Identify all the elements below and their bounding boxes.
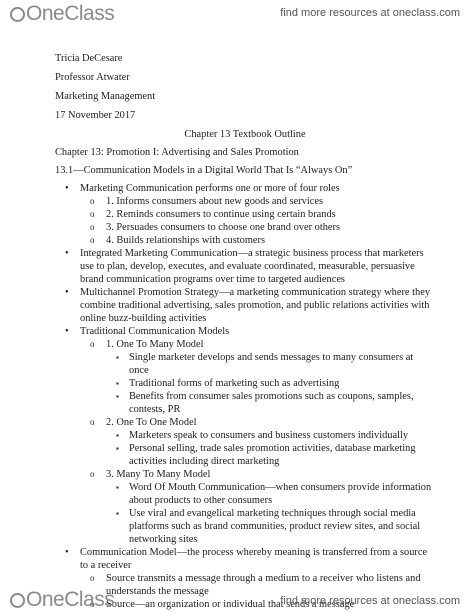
detail-item: ▪ Use viral and evangelical marketing techniques through social media platforms such as brand communities, product review sites, and social networking sites — [116, 507, 435, 546]
document-title: Chapter 13 Textbook Outline — [184, 129, 306, 140]
resources-link-footer[interactable]: find more resources at oneclass.com — [280, 595, 460, 607]
resources-link[interactable]: find more resources at oneclass.com — [280, 7, 460, 19]
document-date: 17 November 2017 — [55, 110, 136, 121]
bottom-banner — [0, 587, 474, 613]
detail-item: ▪ Personal selling, trade sales promotion activities, database marketing activities including direct marketing — [116, 442, 435, 468]
sub-list-item: o Source transmits a message through a medium to a receiver who listens and understands the message — [90, 572, 435, 598]
professor-name: Professor Atwater — [55, 72, 130, 83]
chapter-heading: Chapter 13: Promotion I: Advertising and Sales Promotion — [55, 147, 299, 158]
sub-list — [80, 195, 435, 247]
list-item — [55, 325, 435, 546]
logo-text: OneClass — [26, 2, 115, 25]
course-name: Marketing Management — [55, 91, 156, 102]
detail-item: ▪ Benefits from consumer sales promotions such as coupons, samples, contests, PR — [116, 390, 435, 416]
author-name: Tricia DeCesare — [55, 53, 123, 64]
detail-item: ▪ Word Of Mouth Communication—when consumers provide information about products to other consumers — [116, 481, 435, 507]
outline-list — [55, 182, 435, 611]
detail-list — [106, 429, 435, 468]
detail-item: ▪ Marketers speak to consumers and business customers individually — [116, 429, 435, 442]
list-item: • Integrated Marketing Communication—a strategic business process that marketers use to plan, develop, executes, and evaluate coordinated, measurable, persuasive brand communication programs over time to targeted audiences — [55, 247, 435, 286]
sub-list-item-text: 2. One To One Model — [106, 417, 197, 428]
detail-list — [106, 351, 435, 416]
logo-ring-icon — [10, 593, 25, 608]
sub-list-item — [90, 416, 435, 468]
logo-ring-icon — [10, 7, 25, 22]
oneclass-logo-footer[interactable] — [10, 588, 114, 612]
list-item-text: Traditional Communication Models — [80, 326, 230, 337]
oneclass-logo[interactable] — [10, 2, 114, 26]
top-banner — [0, 0, 474, 26]
sub-list-item: o Source—an organization or individual that sends a message — [90, 598, 435, 611]
sub-list-item — [90, 338, 435, 416]
sub-list-item — [90, 468, 435, 546]
list-item — [55, 182, 435, 247]
sub-list-item: o 2. Reminds consumers to continue using certain brands — [90, 208, 435, 221]
sub-list-item-text: 3. Many To Many Model — [106, 469, 211, 480]
document-body — [55, 52, 435, 611]
sub-list-item: o 3. Persuades consumers to choose one brand over others — [90, 221, 435, 234]
logo-text: OneClass — [26, 588, 115, 611]
section-heading: 13.1—Communication Models in a Digital World That Is “Always On” — [55, 165, 353, 176]
list-item-text: Communication Model—the process whereby meaning is transferred from a source to a receiver — [80, 547, 428, 571]
list-item: • Multichannel Promotion Strategy—a marketing communication strategy where they combine traditional advertising, sales promotion, and public relations activities with online buzz-building activities — [55, 286, 435, 325]
sub-list-item-text: 1. One To Many Model — [106, 339, 204, 350]
sub-list-item: o 4. Builds relationships with customers — [90, 234, 435, 247]
sub-list-item: o 1. Informs consumers about new goods and services — [90, 195, 435, 208]
detail-item: ▪ Single marketer develops and sends messages to many consumers at once — [116, 351, 435, 377]
detail-item: ▪ Traditional forms of marketing such as advertising — [116, 377, 435, 390]
list-item-text: Marketing Communication performs one or more of four roles — [80, 183, 340, 194]
sub-list — [80, 338, 435, 546]
detail-list — [106, 481, 435, 546]
